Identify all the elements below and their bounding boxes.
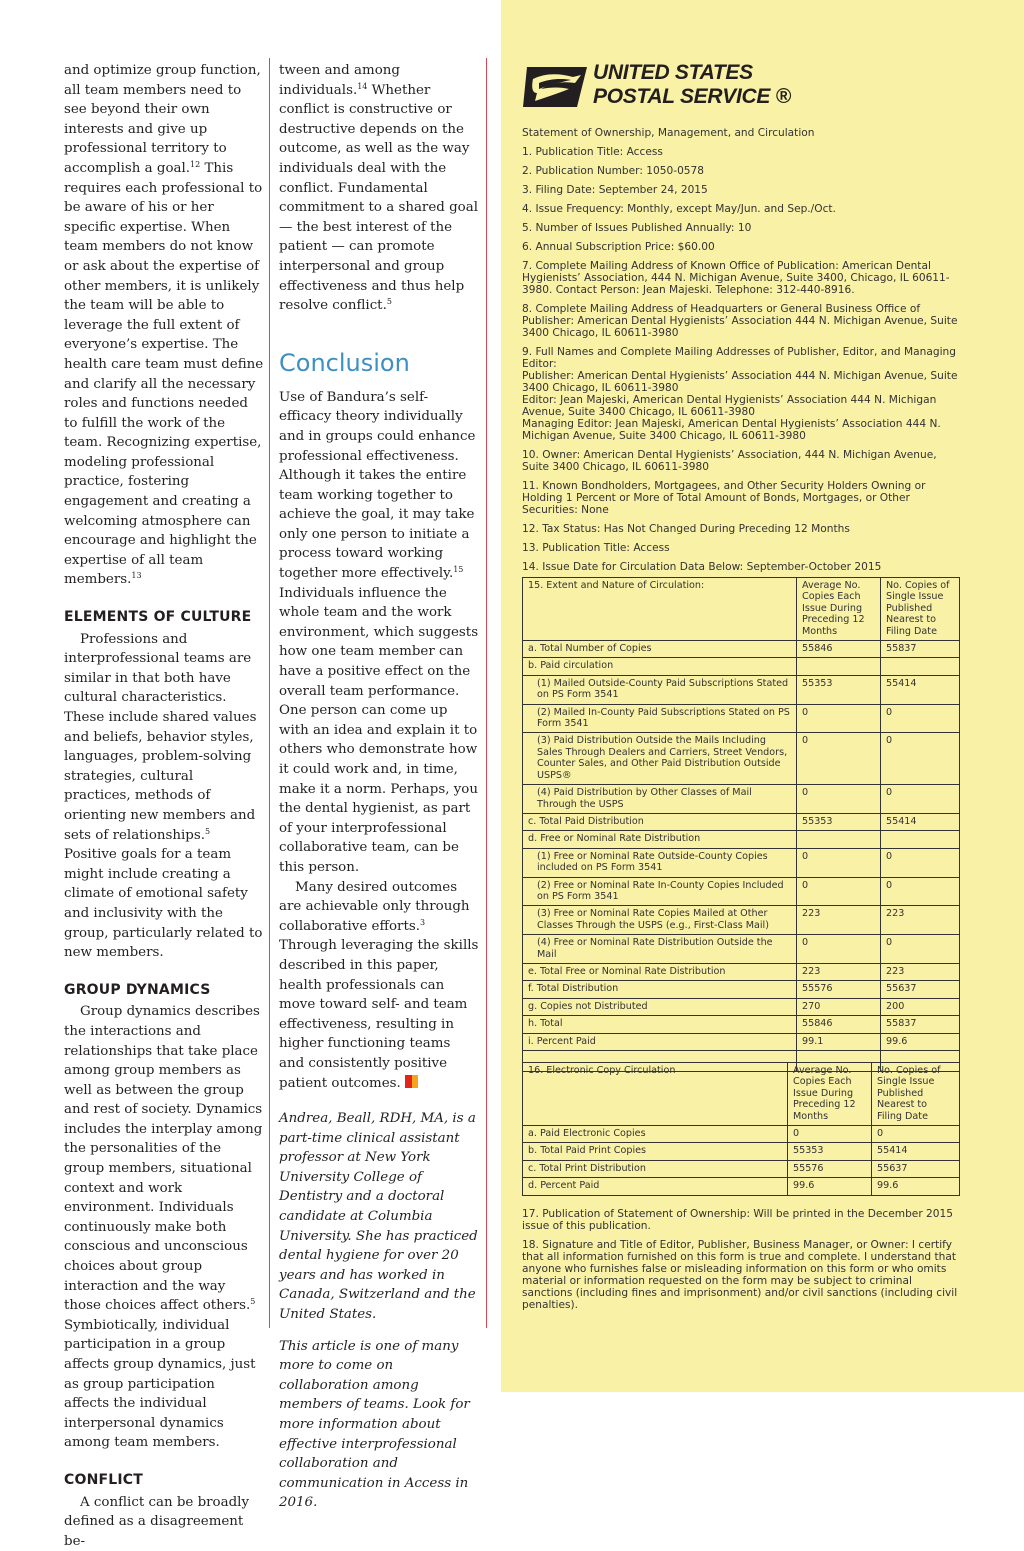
table-cell: 0: [797, 785, 881, 814]
paragraph-text: Through leveraging the skills described in this paper, health professionals can move toward self- and team effectiveness, resulting in higher functioning teams and consistently positive patient outcomes.: [279, 938, 479, 1091]
table-cell: [881, 658, 960, 675]
table-cell: 0: [881, 785, 960, 814]
table-cell: (2) Mailed In-County Paid Subscriptions Stated on PS Form 3541: [523, 704, 797, 733]
article-paragraph: [279, 388, 479, 878]
table-cell: 223: [797, 906, 881, 935]
statement-line: 18. Signature and Title of Editor, Publisher, Business Manager, or Owner: I certify that all information furnished on this form is true and complete. I understand that anyone who furnishes false or misleading information on this form or who omits material or information requested on the form may be subject to criminal sanctions (including fines and imprisonment) and/or civil sanctions (including civil penalties).: [522, 1239, 958, 1311]
table-row: [523, 658, 960, 675]
table-cell: 55576: [788, 1160, 872, 1177]
table-header-cell: 16. Electronic Copy Circulation: [523, 1063, 788, 1126]
statement-line: 8. Complete Mailing Address of Headquarters or General Business Office of Publisher: American Dental Hygienists’ Association 444 N. Michigan Avenue, Suite 3400 Chicago, IL 60611-3980: [522, 303, 958, 339]
statement-line: 17. Publication of Statement of Ownership: Will be printed in the December 2015 issue of this publication.: [522, 1208, 954, 1232]
table-row: [523, 785, 960, 814]
table-cell: a. Total Number of Copies: [523, 641, 797, 658]
table-cell: 99.6: [788, 1178, 872, 1195]
statement-line: 11. Known Bondholders, Mortgagees, and Other Security Holders Owning or Holding 1 Percent or More of Total Amount of Bonds, Mortgages, or Other Securities: None: [522, 480, 926, 516]
table-cell: (3) Paid Distribution Outside the Mails Including Sales Through Dealers and Carriers, Street Vendors, Counter Sales, and Other Paid Distribution Outside USPS®: [523, 733, 797, 785]
table-cell: 0: [881, 733, 960, 785]
table-cell: 0: [881, 877, 960, 906]
table-row: [523, 675, 960, 704]
table-cell: [797, 831, 881, 848]
table-cell: 0: [797, 733, 881, 785]
table-cell: a. Paid Electronic Copies: [523, 1126, 788, 1143]
column-rule: [269, 58, 270, 1328]
table-cell: i. Percent Paid: [523, 1033, 797, 1050]
table-cell: 0: [797, 877, 881, 906]
table-row: [523, 813, 960, 830]
statement-line: Editor: Jean Majeski, American Dental Hygienists’ Association 444 N. Michigan Avenue, Suite 3400 Chicago, IL 60611-3980: [522, 394, 937, 418]
article-column-1: [64, 61, 264, 1551]
table-row: [523, 877, 960, 906]
table-cell: 55846: [797, 641, 881, 658]
paragraph-text: This requires each professional to be aware of his or her specific expertise. When team members do not know or ask about the expertise of other members, it is unlikely the team will be able to leverage the full extent of everyone’s expertise. The health care team must define and clarify all the necessary roles and functions needed to fulfill the work of the team. Recognizing expertise, modeling professional practice, fostering engagement and creating a welcoming atmosphere can encourage and highlight the expertise of all team members.: [64, 160, 264, 588]
table-cell: b. Total Paid Print Copies: [523, 1143, 788, 1160]
paragraph-text: and optimize group function, all team members need to see beyond their own interests and give up professional territory to accomplish a goal.: [64, 63, 261, 176]
statement-line: 7. Complete Mailing Address of Known Office of Publication: American Dental Hygienists’ Association, 444 N. Michigan Avenue, Suite 3400, Chicago, IL 60611-3980. Contact Person: Jean Majeski. Telephone: 312-440-8916.: [522, 260, 950, 296]
table-row: [523, 848, 960, 877]
table-cell: b. Paid circulation: [523, 658, 797, 675]
table-cell: (2) Free or Nominal Rate In-County Copies Included on PS Form 3541: [523, 877, 797, 906]
reference-number: 14: [357, 81, 368, 91]
paragraph-text: Use of Bandura’s self-efficacy theory individually and in groups could enhance professional effectiveness. Although it takes the entire team working together to achieve the goal, it may take only one person to initiate a process toward working together more effectively.: [279, 389, 476, 582]
statement-line: 14. Issue Date for Circulation Data Below: September-October 2015: [522, 561, 882, 573]
article-paragraph: [279, 878, 479, 1094]
statement-line: 3. Filing Date: September 24, 2015: [522, 184, 708, 196]
table-row: [523, 1033, 960, 1050]
table-row: [523, 906, 960, 935]
table-cell: (1) Mailed Outside-County Paid Subscriptions Stated on PS Form 3541: [523, 675, 797, 704]
table-cell: 55353: [797, 813, 881, 830]
table-cell: (4) Paid Distribution by Other Classes of Mail Through the USPS: [523, 785, 797, 814]
table-header-row: [523, 1063, 960, 1126]
table-cell: e. Total Free or Nominal Rate Distribution: [523, 963, 797, 980]
reference-number: 13: [131, 571, 142, 581]
statement-line: 10. Owner: American Dental Hygienists’ Association, 444 N. Michigan Avenue, Suite 3400 Chicago, IL 60611-3980: [522, 449, 937, 473]
statement-line: 6. Annual Subscription Price: $60.00: [522, 241, 715, 253]
paragraph-text: Whether conflict is constructive or destructive depends on the outcome, as well as the way individuals deal with the conflict. Fundamental commitment to a shared goal — the best interest of the patient — can promote interpersonal and group effectiveness and thus help resolve conflict.: [279, 82, 478, 314]
table-cell: 55414: [881, 813, 960, 830]
table-header-cell: 15. Extent and Nature of Circulation:: [523, 578, 797, 641]
table-header-cell: Average No. Copies Each Issue During Preceding 12 Months: [788, 1063, 872, 1126]
statement-items: [522, 127, 962, 580]
table-row: [523, 1126, 960, 1143]
statement-line: 12. Tax Status: Has Not Changed During Preceding 12 Months: [522, 523, 850, 535]
table-cell: 0: [797, 704, 881, 733]
circulation-table: [522, 577, 960, 1072]
electronic-circulation-table: [522, 1062, 960, 1196]
statement-footer: [522, 1208, 962, 1318]
paragraph-text: Positive goals for a team might include creating a climate of emotional safety and inclusivity with the group, particularly related to new members.: [64, 847, 263, 961]
table-cell: 55353: [797, 675, 881, 704]
reference-number: 12: [190, 159, 201, 169]
table-row: [523, 1160, 960, 1177]
table-cell: 55353: [788, 1143, 872, 1160]
article-column-2: [279, 61, 479, 1513]
table-cell: 55414: [872, 1143, 960, 1160]
statement-line: 4. Issue Frequency: Monthly, except May/Jun. and Sep./Oct.: [522, 203, 836, 215]
table-cell: 0: [881, 704, 960, 733]
table-header-cell: No. Copies of Single Issue Published Nearest to Filing Date: [872, 1063, 960, 1126]
table-row: [523, 998, 960, 1015]
table-header-row: [523, 578, 960, 641]
table-cell: 0: [881, 935, 960, 964]
table-cell: 99.6: [872, 1178, 960, 1195]
paragraph-text: Individuals influence the whole team and the work environment, which suggests how one team member can have a positive effect on the overall team performance. One person can come up with an idea and explain it to others who demonstrate how it could work and, in time, make it a norm. Perhaps, you the dental hygienist, as part of your interprofessional collaborative team, can be this person.: [279, 585, 479, 875]
table-row: [523, 935, 960, 964]
paragraph-text: tween and among individuals.: [279, 63, 400, 98]
statement-line: 9. Full Names and Complete Mailing Addresses of Publisher, Editor, and Managing Editor:: [522, 346, 956, 370]
column-rule: [486, 58, 487, 1328]
statement-line: 13. Publication Title: Access: [522, 542, 670, 554]
article-paragraph: [64, 61, 264, 590]
usps-logo-line2: POSTAL SERVICE ®: [593, 85, 791, 108]
article-paragraph: [64, 630, 264, 963]
statement-line: Managing Editor: Jean Majeski, American Dental Hygienists’ Association 444 N. Michigan Avenue, Suite 3400 Chicago, IL 60611-3980: [522, 418, 941, 442]
table-row: [523, 704, 960, 733]
table-cell: 99.1: [797, 1033, 881, 1050]
eagle-icon: [523, 63, 589, 111]
table-cell: 0: [788, 1126, 872, 1143]
table-cell: 55576: [797, 981, 881, 998]
article-paragraph: [64, 1002, 264, 1453]
table-cell: c. Total Print Distribution: [523, 1160, 788, 1177]
table-cell: g. Copies not Distributed: [523, 998, 797, 1015]
table-cell: 55414: [881, 675, 960, 704]
section-heading-culture: ELEMENTS OF CULTURE: [64, 609, 252, 626]
table-row: [523, 963, 960, 980]
paragraph-text: Group dynamics describes the interactions and relationships that take place among group members as well as between the group and rest of society. Dynamics includes the interplay among the personalities of the group members, situational context and work environment. Individuals continuously make both conscious and unconscious choices about group interaction and the way those choices affect others.: [64, 1004, 263, 1314]
table-cell: 55637: [881, 981, 960, 998]
table-cell: (1) Free or Nominal Rate Outside-County Copies included on PS Form 3541: [523, 848, 797, 877]
table-cell: 99.6: [881, 1033, 960, 1050]
table-cell: d. Free or Nominal Rate Distribution: [523, 831, 797, 848]
table-row: [523, 1143, 960, 1160]
statement-line: 2. Publication Number: 1050-0578: [522, 165, 705, 177]
table-cell: 55637: [872, 1160, 960, 1177]
table-cell: 200: [881, 998, 960, 1015]
table-cell: [797, 658, 881, 675]
table-cell: d. Percent Paid: [523, 1178, 788, 1195]
end-of-article-icon: [405, 1075, 418, 1088]
table-cell: c. Total Paid Distribution: [523, 813, 797, 830]
reference-number: 5: [250, 1297, 256, 1307]
reference-number: 5: [205, 826, 211, 836]
reference-number: 5: [386, 297, 392, 307]
reference-number: 3: [419, 917, 426, 927]
statement-line: 1. Publication Title: Access: [522, 146, 663, 158]
table-cell: h. Total: [523, 1016, 797, 1033]
table-cell: (3) Free or Nominal Rate Copies Mailed at Other Classes Through the USPS (e.g., First-Class Mail): [523, 906, 797, 935]
table-cell: 270: [797, 998, 881, 1015]
table-cell: 0: [881, 848, 960, 877]
table-cell: [881, 831, 960, 848]
statement-line: Statement of Ownership, Management, and Circulation: [522, 127, 815, 139]
paragraph-text: Professions and interprofessional teams are similar in that both have cultural characteristics. These include shared values and beliefs, behavior styles, languages, problem-solving strategies, cultural practices, methods of orienting new members and sets of relationships.: [64, 631, 257, 843]
statement-line: Publisher: American Dental Hygienists’ Association 444 N. Michigan Avenue, Suite 3400 Chicago, IL 60611-3980: [522, 370, 958, 394]
table-header-cell: No. Copies of Single Issue Published Nearest to Filing Date: [881, 578, 960, 641]
table-cell: f. Total Distribution: [523, 981, 797, 998]
table-cell: 223: [797, 963, 881, 980]
table-cell: 0: [872, 1126, 960, 1143]
table-cell: (4) Free or Nominal Rate Distribution Outside the Mail: [523, 935, 797, 964]
section-heading-dynamics: GROUP DYNAMICS: [64, 981, 211, 998]
article-paragraph: A conflict can be broadly defined as a disagreement be-: [64, 1494, 250, 1549]
table-row: [523, 733, 960, 785]
table-cell: 223: [881, 963, 960, 980]
usps-logo-line1: UNITED STATES: [593, 61, 753, 84]
article-paragraph: [279, 61, 479, 316]
usps-logo: [523, 63, 803, 111]
author-bio: Andrea, Beall, RDH, MA, is a part-time clinical assistant professor at New York University College of Dentistry and a doctoral candidate at Columbia University. She has practiced dental hygiene for over 20 years and has worked in Canada, Switzerland and the United States.: [279, 1111, 478, 1323]
table-row: [523, 1178, 960, 1195]
paragraph-text: Symbiotically, individual participation in a group affects group dynamics, just as group participation affects the individual interpersonal dynamics among team members.: [64, 1317, 256, 1451]
reference-number: 15: [453, 565, 464, 575]
series-note: This article is one of many more to come on collaboration among members of teams. Look for more information about effective interprofessional collaboration and communication in Access in 2016.: [279, 1338, 470, 1511]
table-row: [523, 641, 960, 658]
paragraph-text: Many desired outcomes are achievable only through collaborative efforts.: [279, 879, 470, 934]
table-cell: 223: [881, 906, 960, 935]
table-header-cell: Average No. Copies Each Issue During Preceding 12 Months: [797, 578, 881, 641]
table-cell: 0: [797, 935, 881, 964]
statement-line: 5. Number of Issues Published Annually: 10: [522, 222, 752, 234]
table-cell: 55837: [881, 1016, 960, 1033]
table-row: [523, 981, 960, 998]
table-row: [523, 1016, 960, 1033]
table-cell: 55837: [881, 641, 960, 658]
table-cell: 55846: [797, 1016, 881, 1033]
section-heading-conclusion: Conclusion: [279, 348, 410, 377]
table-row: [523, 831, 960, 848]
table-cell: 0: [797, 848, 881, 877]
section-heading-conflict: CONFLICT: [64, 1471, 144, 1488]
